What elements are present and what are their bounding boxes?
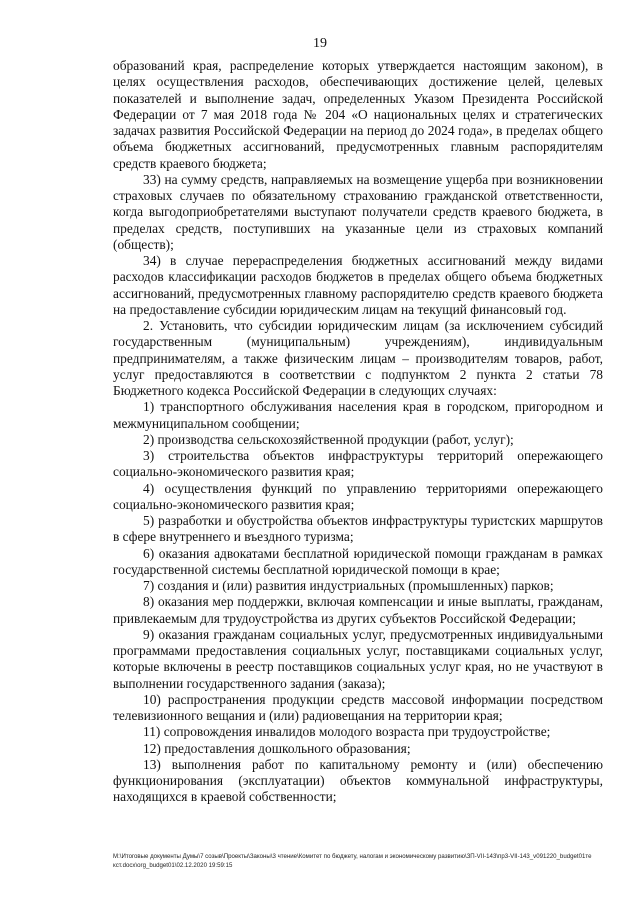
list-item-9: 9) оказания гражданам социальных услуг, предусмотренных индивидуальными программами предоставления социальных услуг, поставщиками социальных услуг, которые включены в реестр поставщиков социальных услуг края, но не участвуют в выполнении государственного задания (заказа); <box>113 626 603 691</box>
paragraph-item-34: 34) в случае перераспределения бюджетных ассигнований между видами расходов классификации расходов бюджетов в пределах общего объема бюджетных ассигнований, предусмотренных главному распорядителю средств краевого бюджета на предоставление субсидии юридическим лицам на текущий финансовый год. <box>113 253 603 317</box>
list-item-1: 1) транспортного обслуживания населения края в городском, пригородном и межмуниципальном сообщении; <box>113 399 603 431</box>
paragraph-continuation: образований края, распределение которых утверждается настоящим законом), в целях осуществления расходов, обеспечивающих достижение целей, целевых показателей и выполнение задач, определенных Указом Президента Российской Федерации от 7 мая 2018 года № 204 «О национальных целях и стратегических задачах развития Российской Федерации на период до 2024 года», в пределах общего объема бюджетных ассигнований, предусмотренных главным распорядителям средств краевого бюджета; <box>113 58 603 171</box>
list-item-8: 8) оказания мер поддержки, включая компенсации и иные выплаты, гражданам, привлекаемым для трудоустройства из других субъектов Российской Федерации; <box>113 594 603 626</box>
document-body <box>113 58 603 806</box>
list-item-5: 5) разработки и обустройства объектов инфраструктуры туристских маршрутов в сфере внутреннего и въездного туризма; <box>113 513 603 545</box>
list-item-2: 2) производства сельскохозяйственной продукции (работ, услуг); <box>143 431 514 447</box>
list-item-6: 6) оказания адвокатами бесплатной юридической помощи гражданам в рамках государственной системы бесплатной юридической помощи в крае; <box>113 545 603 577</box>
list-item-4: 4) осуществления функций по управлению территориями опережающего социально-экономического развития края; <box>113 480 603 512</box>
list-item-10: 10) распространения продукции средств массовой информации посредством телевизионного вещания и (или) радиовещания на территории края; <box>113 691 603 723</box>
paragraph-section-2: 2. Установить, что субсидии юридическим лицам (за исключением субсидий государственным (муниципальным) учреждениям), индивидуальным предпринимателям, а также физическим лицам – производителям товаров, работ, услуг предоставляются в соответствии с подпунктом 2 пункта 2 статьи 78 Бюджетного кодекса Российской Федерации в следующих случаях: <box>113 318 603 398</box>
list-item-13: 13) выполнения работ по капитальному ремонту и (или) обеспечению функционирования (эксплуатации) объектов коммунальной инфраструктуры, находящихся в краевой собственности; <box>113 756 603 805</box>
footer-file-path: M:\Итоговые документы Думы\7 созыв\Проекты\Законы\3 чтение\Комитет по бюджету, налогам и экономическому развитию\ЗП-VII-143\пр3-VII-143_v091220_budget01текст.docx\org_budget01\02.12.2020 19:59:15 <box>113 853 592 869</box>
page-number: 19 <box>313 36 327 51</box>
list-item-3: 3) строительства объектов инфраструктуры территорий опережающего социально-экономического развития края; <box>113 448 603 480</box>
paragraph-item-33: 33) на сумму средств, направляемых на возмещение ущерба при возникновении страховых случаев по обязательному страхованию гражданской ответственности, когда выгодоприобретателями выступают получатели средств краевого бюджета, в пределах средств, поступивших на указанные цели из страховых компаний (обществ); <box>113 171 603 252</box>
list-item-7: 7) создания и (или) развития индустриальных (промышленных) парков; <box>143 578 554 593</box>
list-item-11: 11) сопровождения инвалидов молодого возраста при трудоустройстве; <box>143 724 551 740</box>
list-item-12: 12) предоставления дошкольного образования; <box>143 740 411 756</box>
